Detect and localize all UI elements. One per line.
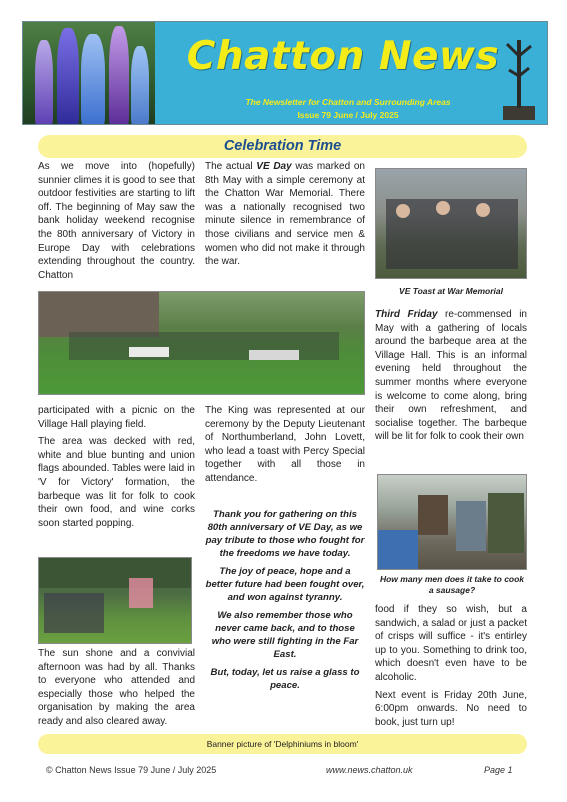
footer-page-number: Page 1 xyxy=(484,765,513,775)
paragraph: The actual VE Day was marked on 8th May with a simple ceremony at the Chatton War Memorial. There was a nationally recognised two minute silence in remembrance of those civilians and service men & women who did not make it through the war. xyxy=(205,161,365,268)
ve-toast-photo xyxy=(375,168,527,279)
paragraph: The King was represented at our ceremony by the Deputy Lieutenant of Northumberland, John Lovett, who lead a toast with Percy Special together with all those in attendance. xyxy=(205,405,365,484)
paragraph: food if they so wish, but a sandwich, a salad or just a packet of crisps will suffice - it's entirley up to you. Something to drink too, which doesn't even have to be alcoholic. xyxy=(375,604,527,683)
quote-paragraph: Thank you for gathering on this 80th anniversary of VE Day, as we pay tribute to those who fought for the freedoms we have today. xyxy=(205,509,365,559)
masthead-banner xyxy=(22,21,548,125)
paragraph: As we move into (hopefully) sunnier climes it is good to see that outdoor festivities are starting to lift off. The beginning of May saw the bank holiday weekend recognise the 80th anniversary of Victory in Europe Day with celebrations extending throughout the country. Chatton xyxy=(38,161,195,281)
column1-bottom-text xyxy=(38,647,195,733)
column3-bottom-text xyxy=(375,603,527,733)
footer-website-link[interactable]: www.news.chatton.uk xyxy=(326,765,413,775)
war-memorial-sculpture-image xyxy=(499,36,539,120)
photo-caption: How many men does it take to cook a sausage? xyxy=(379,574,525,595)
banner-picture-note: Banner picture of 'Delphiniums in bloom' xyxy=(38,734,527,754)
column1-middle-text xyxy=(38,404,195,534)
newsletter-subtitle: The Newsletter for Chatton and Surrounding Areas xyxy=(245,97,451,107)
delphinium-banner-photo xyxy=(23,22,155,125)
column2-middle-text xyxy=(205,404,365,490)
quote-paragraph: But, today, let us raise a glass to peace. xyxy=(210,667,360,691)
column2-top-text xyxy=(205,160,365,273)
ve-day-quote xyxy=(205,508,365,697)
paragraph: The sun shone and a convivial afternoon was had by all. Thanks to everyone who attended and especially those who helped the organisation by making the area ready and also cleared away. xyxy=(38,648,195,727)
footer-copyright: © Chatton News Issue 79 June / July 2025 xyxy=(46,765,217,775)
column3-middle-text xyxy=(375,308,527,448)
paragraph: The area was decked with red, white and blue bunting and union flags abounded. Tables were laid in 'V for Victory' formation, the barbeque was lit for folk to cook their own food, and wine corks soon started popping. xyxy=(38,436,195,529)
paragraph: Third Friday re-commensed in May with a gathering of locals around the barbeque area at the Village Hall. This is an informal evening held throughout the summer months where everyone is welcome to come along, bring their own refreshment, and socialise together. The barbeque will be lit for folk to cook their own xyxy=(375,309,527,443)
quote-paragraph: The joy of peace, hope and a better future had been fought over, and won against tyranny. xyxy=(205,566,365,603)
paragraph: participated with a picnic on the Village Hall playing field. xyxy=(38,405,195,430)
photo-caption: VE Toast at War Memorial xyxy=(399,286,503,296)
quote-paragraph: We also remember those who never came back, and to those who were still fighting in the Far East. xyxy=(211,610,359,660)
issue-line: Issue 79 June / July 2025 xyxy=(297,110,399,120)
picnic-afternoon-photo xyxy=(38,557,192,644)
newsletter-title: Chatton News xyxy=(186,34,500,79)
paragraph: Next event is Friday 20th June, 6:00pm onwards. No need to book, just turn up! xyxy=(375,689,527,728)
section-heading: Celebration Time xyxy=(38,135,527,158)
column1-top-text xyxy=(38,160,195,286)
picnic-photo xyxy=(38,291,365,395)
barbeque-photo xyxy=(377,474,527,570)
